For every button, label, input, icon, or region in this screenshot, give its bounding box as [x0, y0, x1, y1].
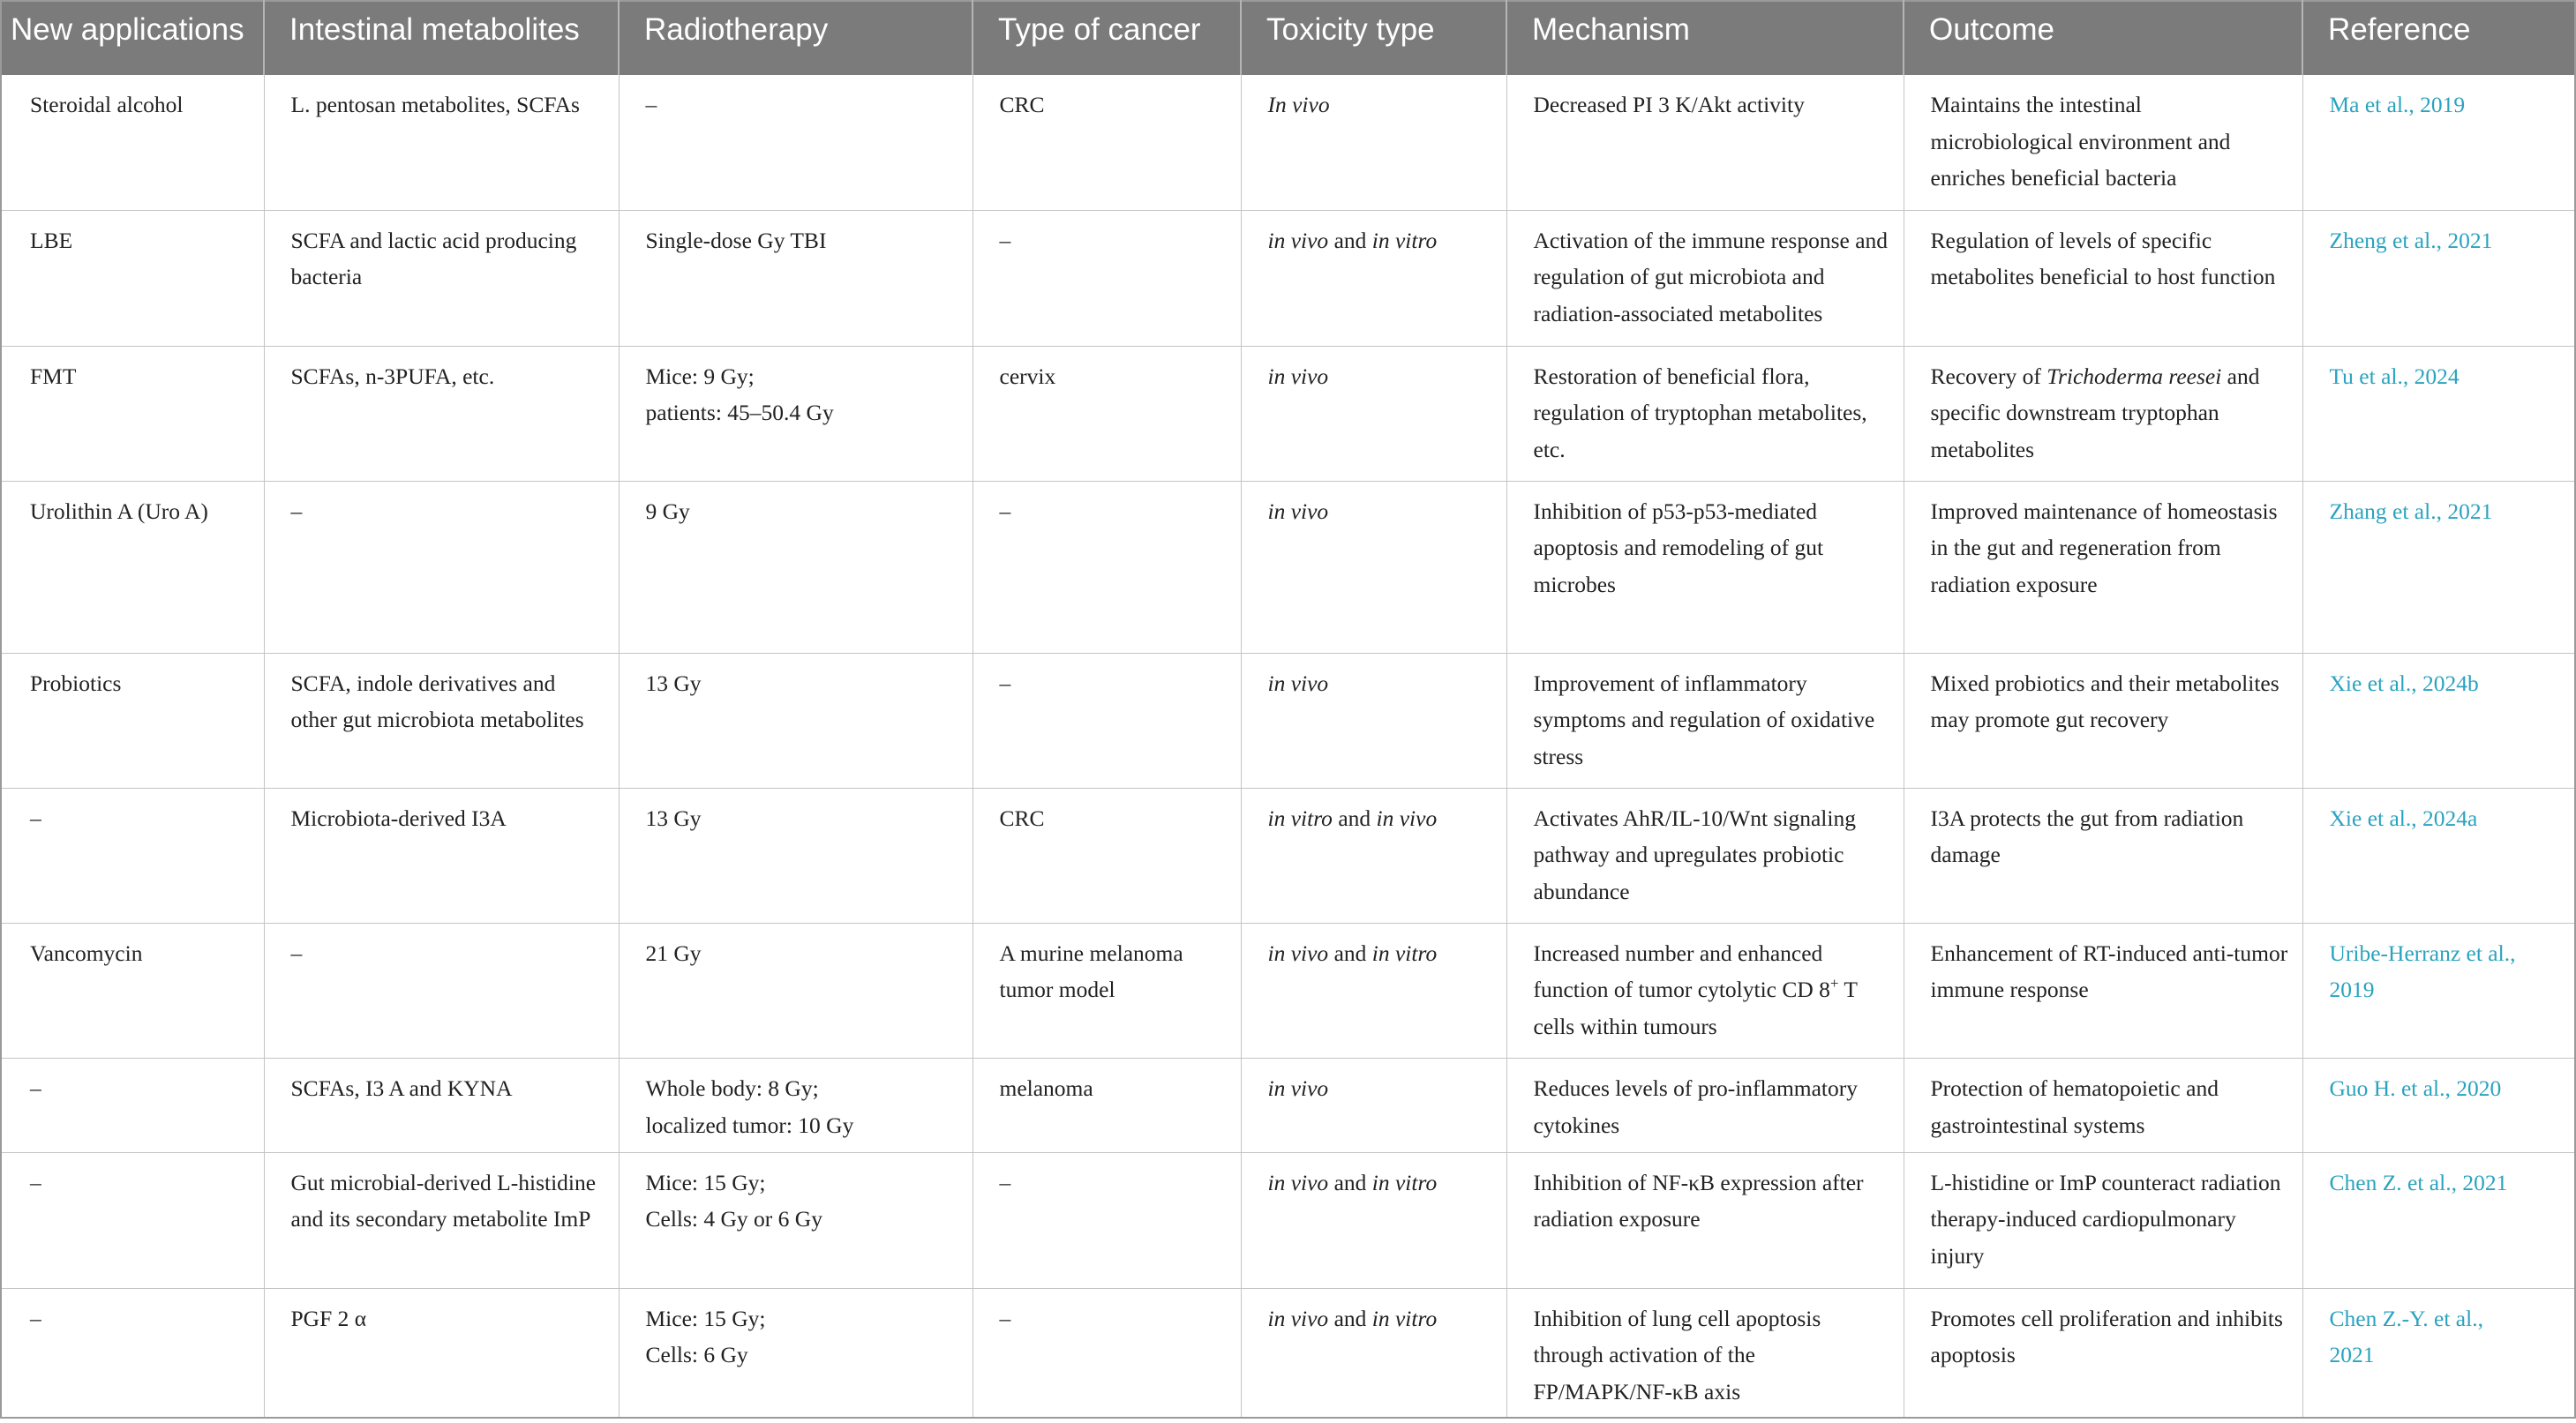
reference-line[interactable]: Chen Z.-Y. et al.,: [2329, 1305, 2483, 1331]
reference-link[interactable]: Zheng et al., 2021: [2302, 210, 2575, 346]
cell-toxicity-type: [1241, 75, 1506, 210]
cell-radiotherapy: –: [619, 75, 973, 210]
outcome-pre: Recovery of: [1930, 363, 2047, 389]
toxicity-b: in vivo: [1376, 805, 1438, 831]
cell-outcome: [1904, 481, 2302, 653]
reference-line[interactable]: 2021: [2329, 1342, 2375, 1368]
cell-cancer-type: CRC: [973, 788, 1241, 923]
reference-link[interactable]: Xie et al., 2024a: [2302, 788, 2575, 923]
reference-line[interactable]: Uribe-Herranz et al.,: [2329, 940, 2516, 966]
table-row: [1, 210, 2575, 346]
outcome-pre: L-histidine or ImP counteract radiation therapy-induced cardiopulmonary injury: [1930, 1169, 2281, 1269]
table-row: [1, 1288, 2575, 1418]
cell-mechanism: Activation of the immune response and regulation of gut microbiota and radiation-associated metabolites: [1506, 210, 1904, 346]
cell-radiotherapy: [619, 346, 973, 481]
table-body: [1, 75, 2575, 1418]
header-row: [1, 1, 2575, 75]
cell-new-application: –: [1, 1152, 264, 1288]
reference-line[interactable]: 2019: [2329, 977, 2375, 1003]
cell-cancer-type: cervix: [973, 346, 1241, 481]
cell-mechanism: Activates AhR/IL-10/Wnt signaling pathway and upregulates probiotic abundance: [1506, 788, 1904, 923]
toxicity-and: and: [1328, 940, 1372, 966]
outcome-pre: Maintains the intestinal microbiological environment and enriches beneficial bacteria: [1930, 92, 2231, 191]
cell-metabolites: SCFAs, n-3PUFA, etc.: [264, 346, 619, 481]
cell-radiotherapy: 9 Gy: [619, 481, 973, 653]
cell-outcome: [1904, 346, 2302, 481]
header-radiotherapy: Radiotherapy: [619, 1, 973, 75]
radiotherapy-line: Mice: 9 Gy;: [645, 363, 755, 389]
cell-new-application: Probiotics: [1, 653, 264, 788]
reference-link[interactable]: Zhang et al., 2021: [2302, 481, 2575, 653]
outcome-pre: Regulation of levels of specific metabolites beneficial to host function: [1930, 227, 2276, 290]
outcome-pre: Protection of hematopoietic and gastrointestinal systems: [1930, 1075, 2219, 1138]
cell-mechanism: Restoration of beneficial flora, regulation of tryptophan metabolites, etc.: [1506, 346, 1904, 481]
mechanism-sup: +: [1829, 975, 1839, 992]
toxicity-a: in vivo: [1267, 363, 1329, 389]
cell-new-application: –: [1, 788, 264, 923]
reference-link[interactable]: Guo H. et al., 2020: [2302, 1059, 2575, 1153]
table-header: [1, 1, 2575, 75]
cell-mechanism: Inhibition of p53-p53-mediated apoptosis and remodeling of gut microbes: [1506, 481, 1904, 653]
toxicity-a: in vivo: [1267, 498, 1329, 524]
cell-radiotherapy: [619, 1152, 973, 1288]
outcome-pre: Mixed probiotics and their metabolites may promote gut recovery: [1930, 670, 2279, 733]
cell-radiotherapy: Single-dose Gy TBI: [619, 210, 973, 346]
radiotherapy-line: Whole body: 8 Gy;: [645, 1075, 819, 1101]
toxicity-and: and: [1328, 227, 1372, 253]
toxicity-a: in vivo: [1267, 1305, 1329, 1331]
cell-cancer-type: –: [973, 1288, 1241, 1418]
table-row: [1, 75, 2575, 210]
cell-mechanism: Decreased PI 3 K/Akt activity: [1506, 75, 1904, 210]
table-row: [1, 481, 2575, 653]
radiotherapy-line: Cells: 4 Gy or 6 Gy: [645, 1206, 822, 1232]
cell-toxicity-type: [1241, 788, 1506, 923]
outcome-italic: Trichoderma reesei: [2047, 363, 2222, 389]
table-row: [1, 346, 2575, 481]
reference-link[interactable]: Tu et al., 2024: [2302, 346, 2575, 481]
cell-new-application: Urolithin A (Uro A): [1, 481, 264, 653]
cell-toxicity-type: [1241, 1152, 1506, 1288]
cell-metabolites: Microbiota-derived I3A: [264, 788, 619, 923]
radiotherapy-line: Cells: 6 Gy: [645, 1342, 748, 1368]
mechanism-pre: Increased number and enhanced function of tumor cytolytic CD 8: [1533, 940, 1830, 1003]
cell-toxicity-type: [1241, 1059, 1506, 1153]
outcome-pre: Promotes cell proliferation and inhibits apoptosis: [1930, 1305, 2283, 1368]
cell-metabolites: SCFAs, I3 A and KYNA: [264, 1059, 619, 1153]
cell-mechanism: [1506, 923, 1904, 1058]
cell-outcome: [1904, 1059, 2302, 1153]
radiotherapy-line: Mice: 15 Gy;: [645, 1305, 766, 1331]
outcome-pre: Improved maintenance of homeostasis in the gut and regeneration from radiation exposure: [1930, 498, 2278, 597]
table-row: [1, 1059, 2575, 1153]
cell-new-application: Steroidal alcohol: [1, 75, 264, 210]
toxicity-a: in vitro: [1267, 805, 1333, 831]
cell-new-application: –: [1, 1059, 264, 1153]
toxicity-b: in vitro: [1371, 940, 1438, 966]
cell-mechanism: Inhibition of lung cell apoptosis through activation of the FP/MAPK/NF-κB axis: [1506, 1288, 1904, 1418]
cell-mechanism: Improvement of inflammatory symptoms and regulation of oxidative stress: [1506, 653, 1904, 788]
cell-outcome: [1904, 653, 2302, 788]
mechanism-post: T cells within tumours: [1533, 977, 1858, 1039]
table-row: [1, 788, 2575, 923]
toxicity-a: in vivo: [1267, 670, 1329, 696]
outcome-pre: I3A protects the gut from radiation damage: [1930, 805, 2244, 868]
reference-link[interactable]: Ma et al., 2019: [2302, 75, 2575, 210]
radiotherapy-line: localized tumor: 10 Gy: [645, 1112, 854, 1138]
outcome-pre: Enhancement of RT-induced anti-tumor immune response: [1930, 940, 2288, 1003]
toxicity-a: in vivo: [1267, 1169, 1329, 1195]
cell-toxicity-type: [1241, 346, 1506, 481]
cell-outcome: [1904, 1152, 2302, 1288]
cell-outcome: [1904, 788, 2302, 923]
header-mechanism: Mechanism: [1506, 1, 1904, 75]
toxicity-b: in vitro: [1371, 227, 1438, 253]
cell-cancer-type: A murine melanoma tumor model: [973, 923, 1241, 1058]
toxicity-a: in vivo: [1267, 940, 1329, 966]
cell-mechanism: Reduces levels of pro-inflammatory cytokines: [1506, 1059, 1904, 1153]
cell-metabolites: –: [264, 923, 619, 1058]
cell-radiotherapy: [619, 1288, 973, 1418]
cell-radiotherapy: [619, 1059, 973, 1153]
cell-outcome: [1904, 210, 2302, 346]
toxicity-a: In vivo: [1267, 92, 1330, 117]
toxicity-and: and: [1328, 1305, 1372, 1331]
reference-link[interactable]: Xie et al., 2024b: [2302, 653, 2575, 788]
cell-radiotherapy: 21 Gy: [619, 923, 973, 1058]
header-type-of-cancer: Type of cancer: [973, 1, 1241, 75]
cell-metabolites: L. pentosan metabolites, SCFAs: [264, 75, 619, 210]
cell-metabolites: –: [264, 481, 619, 653]
cell-cancer-type: –: [973, 1152, 1241, 1288]
cell-cancer-type: –: [973, 481, 1241, 653]
cell-cancer-type: –: [973, 653, 1241, 788]
reference-link[interactable]: Chen Z. et al., 2021: [2302, 1152, 2575, 1288]
header-toxicity-type: Toxicity type: [1241, 1, 1506, 75]
cell-toxicity-type: [1241, 923, 1506, 1058]
header-outcome: Outcome: [1904, 1, 2302, 75]
cell-metabolites: SCFA, indole derivatives and other gut microbiota metabolites: [264, 653, 619, 788]
reference-link[interactable]: [2302, 923, 2575, 1058]
cell-radiotherapy: 13 Gy: [619, 788, 973, 923]
cell-toxicity-type: [1241, 210, 1506, 346]
cell-radiotherapy: 13 Gy: [619, 653, 973, 788]
cell-toxicity-type: [1241, 481, 1506, 653]
cell-outcome: [1904, 923, 2302, 1058]
radiotherapy-line: patients: 45–50.4 Gy: [645, 400, 834, 426]
cell-new-application: –: [30, 1305, 41, 1331]
cell-mechanism: Inhibition of NF-κB expression after radiation exposure: [1506, 1152, 1904, 1288]
cell-new-application: LBE: [1, 210, 264, 346]
cell-toxicity-type: [1241, 1288, 1506, 1418]
toxicity-b: in vitro: [1371, 1169, 1438, 1195]
cell-metabolites: SCFA and lactic acid producing bacteria: [264, 210, 619, 346]
cell-metabolites: Gut microbial-derived L-histidine and its secondary metabolite ImP: [264, 1152, 619, 1288]
header-reference: Reference: [2302, 1, 2575, 75]
toxicity-a: in vivo: [1267, 1075, 1329, 1101]
cell-new-application: FMT: [1, 346, 264, 481]
cell-cancer-type: CRC: [973, 75, 1241, 210]
cell-toxicity-type: [1241, 653, 1506, 788]
cell-cancer-type: melanoma: [973, 1059, 1241, 1153]
header-new-applications: New applications: [1, 1, 264, 75]
table-row: [1, 1152, 2575, 1288]
cell-outcome: [1904, 75, 2302, 210]
cell-new-application: Vancomycin: [1, 923, 264, 1058]
toxicity-and: and: [1332, 805, 1377, 831]
radiotherapy-line: Mice: 15 Gy;: [645, 1169, 766, 1195]
toxicity-a: in vivo: [1267, 227, 1329, 253]
table-row: [1, 923, 2575, 1058]
header-intestinal-metabolites: Intestinal metabolites: [264, 1, 619, 75]
cell-cancer-type: –: [973, 210, 1241, 346]
cell-outcome: [1904, 1288, 2302, 1418]
reference-link[interactable]: [2302, 1288, 2575, 1418]
toxicity-b: in vitro: [1371, 1305, 1438, 1331]
toxicity-and: and: [1328, 1169, 1372, 1195]
cell-metabolites: PGF 2 α: [264, 1288, 619, 1418]
outcome-post: and specific downstream tryptophan metabolites: [1930, 363, 2260, 462]
table-row: [1, 653, 2575, 788]
